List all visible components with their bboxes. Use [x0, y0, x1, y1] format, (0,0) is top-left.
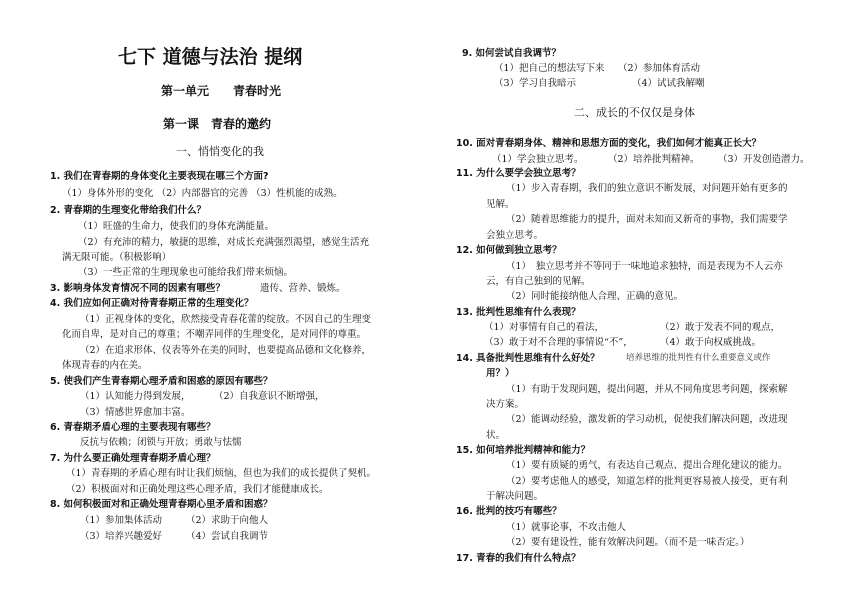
answer-line: （2）能调动经验，激发新的学习动机，促使我们解决问题，改进现	[506, 414, 788, 425]
answer-line: （2）要有建设性，能有效解决问题。（而不是一味否定。）	[506, 537, 750, 548]
answer-line: （1）认知能力得到发展，	[80, 391, 191, 402]
question: 8. 如何积极面对和正确处理青春期心里矛盾和困惑？	[50, 499, 273, 510]
answer-line: （3）开发创造潜力。	[718, 154, 810, 165]
answer-line: （1）有助于发现问题，提出问题，并从不同角度思考问题，探索解	[506, 384, 788, 395]
answer-line: 化而自卑，是对自己的尊重；不嘲弄同伴的生理变化，是对同伴的尊重。	[62, 329, 367, 340]
answer-line: 于解决问题。	[486, 491, 544, 502]
question: 14. 具备批判性思维有什么好处？	[456, 353, 600, 364]
answer-line: 云，有自己独到的见解。	[486, 276, 591, 287]
answer-line: （1）把自己的想法写下来	[494, 63, 605, 74]
question: 3. 影响身体发育情况不同的因素有哪些？	[50, 283, 226, 294]
question: 5. 使我们产生青春期心理矛盾和困惑的原因有哪些？	[50, 376, 273, 387]
answer-line: （1）就事论事，不攻击他人	[506, 522, 627, 533]
answer-line: 状。	[486, 430, 506, 441]
question: 17. 青春的我们有什么特点？	[456, 553, 581, 564]
answer-line: （2）要考虑他人的感受，知道怎样的批判更容易被人接受，更有利	[506, 476, 788, 487]
page-title: 七下 道德与法治 提纲	[118, 46, 303, 68]
answer-line: 会独立思考。	[486, 230, 544, 241]
answer-line: （3）一些正常的生理现象也可能给我们带来烦恼。	[78, 267, 294, 278]
answer-line: （1）旺盛的生命力，使我们的身体充满能量。	[78, 221, 275, 232]
answer-line: （2）积极面对和正确处理这些心理矛盾，我们才能健康成长。	[66, 484, 329, 495]
answer-line: （1） 独立思考并不等同于一味地追求独特，而是表现为不人云亦	[506, 261, 783, 272]
answer-line: （4）尝试自我调节	[186, 531, 269, 542]
question: 16. 批判的技巧有哪些？	[456, 506, 562, 517]
question: 4. 我们应如何正确对待青春期正常的生理变化？	[50, 298, 254, 309]
answer-line: （4）敢于向权威挑战。	[660, 337, 762, 348]
answer-line: （3）情感世界愈加丰富。	[80, 407, 191, 418]
answer-line: （2）自我意识不断增强，	[214, 391, 325, 402]
answer-line: （1）参加集体活动	[80, 515, 163, 526]
question: 13. 批判性思维有什么表现？	[456, 307, 581, 318]
answer-line: （3）学习自我暗示	[494, 78, 577, 89]
unit-heading: 第一单元 青春时光	[161, 84, 282, 98]
answer-line: 见解。	[486, 199, 515, 210]
question: 10. 面对青春期身体、精神和思想方面的变化，我们如何才能真正长大？	[456, 138, 762, 149]
answer-line: 满无限可能。（积极影响）	[62, 252, 172, 263]
answer-line: （4）试试我解嘲	[632, 78, 705, 89]
answer-line: （3）敢于对不合理的事情说“不”，	[484, 337, 633, 348]
question: 12. 如何做到独立思考？	[456, 245, 562, 256]
answer-line: （3）培养兴趣爱好	[80, 531, 163, 542]
answer-line: 遗传、营养、锻炼。	[260, 283, 346, 294]
answer-line: （1）青春期的矛盾心理有时让我们烦恼，但也为我们的成长提供了契机。	[66, 468, 377, 479]
answer-line: （2）同时能接纳他人合理、正确的意见。	[506, 291, 684, 302]
answer-line: （1）对事情有自己的看法，	[484, 322, 605, 333]
section-heading: 一、悄悄变化的我	[176, 145, 264, 158]
answer-line: （2）培养批判精神。	[608, 154, 700, 165]
answer-line: （1）要有质疑的勇气，有表达自己观点、提出合理化建议的能力。	[506, 460, 788, 471]
answer-line: 体现青春的内在美。	[62, 360, 148, 371]
question: 9. 如何尝试自我调节？	[462, 48, 562, 59]
answer-line: （1）学会独立思考。	[492, 154, 584, 165]
question: 7. 为什么要正确处理青春期矛盾心理？	[50, 453, 216, 464]
lesson-heading: 第一课 青春的邀约	[163, 117, 272, 131]
answer-note: 培养思维的批判性有什么重要意义或作	[626, 353, 771, 363]
answer-line: （2）参加体育活动	[618, 63, 701, 74]
answer-line: （1）正视身体的变化，欣然接受青春花蕾的绽放。不因自己的生理变	[80, 314, 372, 325]
answer-line: 决方案。	[486, 399, 525, 410]
question: 6. 青春期矛盾心理的主要表现有哪些？	[50, 422, 216, 433]
question: 15. 如何培养批判精神和能力？	[456, 445, 591, 456]
question: 11. 为什么要学会独立思考？	[456, 168, 581, 179]
answer-line: （1）步入青春期，我们的独立意识不断发展，对问题开始有更多的	[506, 183, 788, 194]
section-heading: 二、成长的不仅仅是身体	[574, 106, 695, 119]
answer-line: （2）随着思维能力的提升，面对未知而又新奇的事物，我们需要学	[506, 214, 788, 225]
answer-line: 反抗与依赖；闭锁与开放；勇敢与怯懦	[80, 437, 242, 448]
question: 1. 我们在青春期的身体变化主要表现在哪三个方面?	[50, 171, 269, 182]
question: 2. 青春期的生理变化带给我们什么？	[50, 205, 207, 216]
answer-line: （2）求助于向他人	[186, 515, 269, 526]
answer-line: （2）敢于发表不同的观点，	[660, 322, 781, 333]
question: 用？）	[486, 368, 515, 379]
answer-line: （1）身体外形的变化 （2）内部器官的完善 （3）性机能的成熟。	[62, 188, 343, 199]
answer-line: （2）有充沛的精力，敏捷的思维，对成长充满强烈渴望，感觉生活充	[78, 237, 370, 248]
answer-line: （2）在追求形体、仪表等外在美的同时，也要提高品德和文化修养，	[80, 345, 372, 356]
